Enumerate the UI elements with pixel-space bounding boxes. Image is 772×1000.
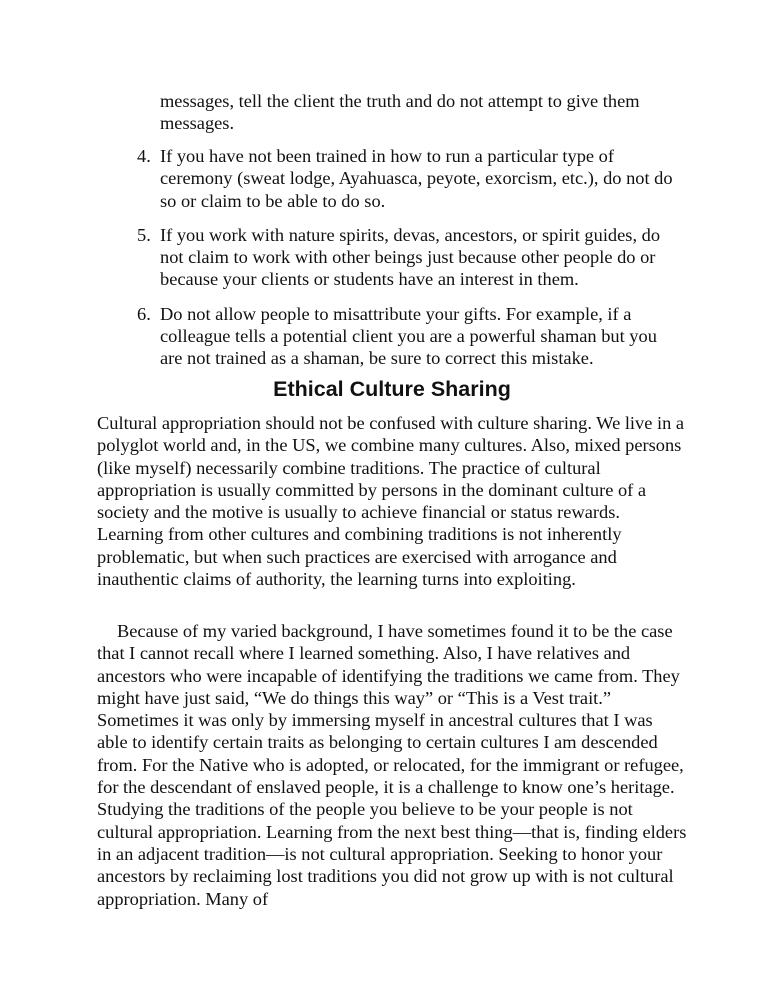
list-item-number: 6. — [137, 303, 151, 324]
list-item-text: If you work with nature spirits, devas, ancestors, or spirit guides, do not claim to work with other beings just because other people do or because your clients or students have an interest in them. — [160, 224, 661, 290]
list-item — [137, 224, 682, 291]
body-paragraph: Cultural appropriation should not be confused with culture sharing. We live in a polyglot world and, in the US, we combine many cultures. Also, mixed persons (like myself) necessarily combine traditions. The practice of cultural appropriation is usually committed by persons in the dominant culture of a society and the motive is usually to achieve financial or status rewards. Learning from other cultures and combining traditions is not inherently problematic, but when such practices are exercised with arrogance and inauthentic claims of authority, the learning turns into exploiting. — [97, 413, 685, 590]
section-heading: Ethical Culture Sharing — [273, 377, 511, 401]
numbered-list — [137, 145, 682, 382]
continued-list-text: messages, tell the client the truth and do not attempt to give them messages. — [160, 91, 640, 134]
list-item-text: If you have not been trained in how to run a particular type of ceremony (sweat lodge, Ayahuasca, peyote, exorcism, etc.), do not do so or claim to be able to do so. — [160, 146, 673, 211]
list-item — [137, 303, 682, 370]
body-paragraph: Because of my varied background, I have sometimes found it to be the case that I cannot recall where I learned something. Also, I have relatives and ancestors who were incapable of identifying the traditions we came from. They might have just said, “We do things this way” or “This is a Vest trait.” Sometimes it was only by immersing myself in ancestral cultures that I was able to identify certain traits as belonging to certain cultures I am descended from. For the Native who is adopted, or relocated, for the immigrant or refugee, for the descendant of enslaved people, it is a challenge to know one’s heritage. Studying the traditions of the people you believe to be your people is not cultural appropriation. Learning from the next best thing—that is, finding elders in an adjacent tradition—is not cultural appropriation. Seeking to honor your ancestors by reclaiming lost traditions you did not grow up with is not cultural appropriation. Many of — [97, 621, 687, 909]
list-item-number: 5. — [137, 224, 151, 245]
list-item-text: Do not allow people to misattribute your gifts. For example, if a colleague tells a potential client you are a powerful shaman but you are not trained as a shaman, be sure to correct this mistake. — [160, 303, 657, 369]
list-item — [137, 145, 682, 212]
list-item-number: 4. — [137, 146, 151, 166]
